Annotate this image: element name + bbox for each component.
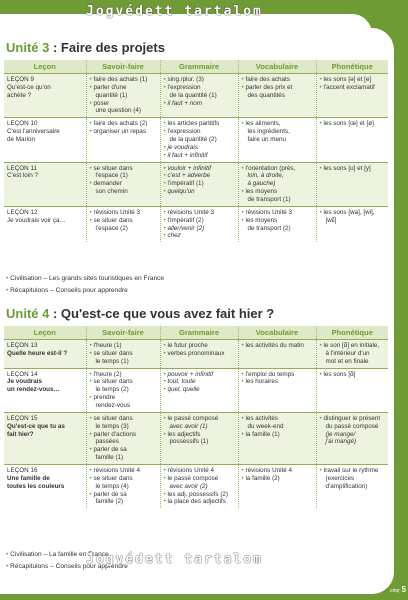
cell-line: LEÇON 11 [7, 164, 37, 172]
cell-line: • les adj. possessifs (2) [164, 491, 235, 499]
table-row [4, 74, 388, 118]
cell-line: de la quantité (1) [169, 91, 217, 99]
cell-line: faire un menu [247, 136, 287, 144]
cell-line: • les adjectifs [164, 431, 235, 439]
cell-line: passées [95, 438, 119, 446]
cell-vocabulaire [238, 412, 316, 464]
unit3-label: Unité 3 [6, 40, 50, 55]
cell-line: • l'orientation (près, [242, 165, 313, 173]
unit4-body [4, 340, 388, 509]
cell-line: à gauche) [247, 180, 276, 188]
cell-line: le temps (2) [95, 386, 129, 394]
cell-line: • sing./plur. (3) [164, 76, 235, 84]
unit3-title [6, 40, 165, 55]
unit4-label: Unité 4 [6, 306, 50, 321]
cell-line: • tout, toute [164, 378, 235, 386]
cell-grammaire [160, 74, 238, 118]
cell-line: LEÇON 14 [7, 370, 38, 378]
cell-line: • révisions Unité 4 [164, 467, 235, 475]
cell-line: famille (1) [95, 454, 124, 462]
cell-lesson [4, 412, 86, 464]
cell-line: • prendre [90, 394, 157, 402]
cell-line: Je voudrais voir ça… [7, 216, 66, 224]
unit3-footer-recap: • Récapitulons – Conseils pour apprendre [6, 287, 128, 294]
cell-line: • se situer dans [90, 475, 157, 483]
cell-line: • l'impératif (1) [164, 180, 235, 188]
cell-line: fait hier? [7, 430, 34, 438]
watermark-bottom: Jogvédett tartalom [86, 552, 263, 567]
cell-line: toutes les couleurs [7, 482, 65, 490]
cell-line: • l'accent exclamatif [320, 84, 386, 92]
cell-lesson [4, 368, 86, 412]
unit4-title [6, 306, 274, 321]
cell-line: • quelqu'un [164, 188, 235, 196]
cell-line: • révisions Unité 3 [90, 209, 157, 217]
cell-line: LEÇON 9 [7, 76, 34, 83]
cell-line: • faire des achats [242, 76, 313, 84]
cell-phonetique [316, 162, 388, 206]
cell-line: l'espace (2) [95, 224, 128, 232]
cell-line: • l'heure (2) [90, 371, 157, 379]
cell-savoir [86, 465, 160, 509]
unit3-footer-text-1: Civilisation – Les grands sites touristiques en France [10, 275, 165, 282]
cell-phonetique [316, 206, 388, 242]
cell-line: Quelle heure est-il ? [7, 349, 68, 357]
cell-line: du week-end [247, 422, 284, 430]
cell-lesson [4, 118, 86, 162]
cell-line: • quel, quelle [164, 386, 235, 394]
cell-line: loin, à droite, [247, 172, 284, 180]
header-phonetique: Phonétique [316, 326, 388, 340]
cell-phonetique [316, 412, 388, 464]
cell-line: LEÇON 15 [7, 414, 38, 422]
cell-phonetique [316, 74, 388, 118]
cell-line: un rendez-vous… [7, 386, 60, 394]
header-lecon: Leçon [4, 60, 86, 74]
cell-line: famille (2) [95, 498, 124, 506]
cell-line: • parler de sa [90, 491, 157, 499]
cell-line: • organiser un repas [90, 128, 157, 136]
cell-savoir [86, 118, 160, 162]
cell-line: avec avoir (1) [169, 422, 208, 430]
unit3-body [4, 74, 388, 243]
cell-line: • pouvoir + infinitif [164, 371, 235, 379]
cell-lesson [4, 206, 86, 242]
cell-line: • faire des achats (2) [90, 120, 157, 128]
table-row [4, 465, 388, 509]
header-grammaire: Grammaire [160, 60, 238, 74]
table-row [4, 340, 388, 369]
cell-phonetique [316, 368, 388, 412]
unit4-table [4, 326, 388, 508]
cell-vocabulaire [238, 465, 316, 509]
cell-line: • parler des prix et [242, 84, 313, 92]
cell-line: rendez-vous [95, 402, 131, 410]
cell-line: • parler d'actions [90, 431, 157, 439]
page-word: cinq [390, 588, 400, 594]
header-savoir-faire: Savoir-faire [86, 60, 160, 74]
cell-line: • je voudrais [164, 144, 235, 152]
cell-line: • le passé composé [164, 415, 235, 423]
cell-vocabulaire [238, 206, 316, 242]
unit3-table [4, 60, 388, 242]
cell-line: (je mange/ [325, 430, 356, 438]
cell-grammaire [160, 412, 238, 464]
cell-line: l'espace (1) [95, 172, 128, 180]
cell-lesson [4, 465, 86, 509]
unit3-footer-text-2: Récapitulons – Conseils pour apprendre [10, 287, 128, 294]
cell-line: • révisions Unité 4 [242, 467, 313, 475]
unit4-footer-recap: • Récapitulons – Conseils pour apprendre [6, 563, 128, 570]
cell-phonetique [316, 118, 388, 162]
cell-line: mot et en finale [325, 357, 369, 365]
unit3-title-text: : Faire des projets [52, 40, 165, 55]
cell-vocabulaire [238, 340, 316, 369]
cell-savoir [86, 412, 160, 464]
cell-grammaire [160, 368, 238, 412]
table-row [4, 368, 388, 412]
cell-line: le temps (3) [95, 422, 129, 430]
unit4-footer-civilisation: • Civilisation – La famille en France [6, 551, 109, 558]
cell-line: • les moyens [242, 217, 313, 225]
cell-grammaire [160, 340, 238, 369]
cell-line: Une famille de [7, 474, 50, 482]
cell-line: • les aliments, [242, 120, 313, 128]
cell-line: • c'est + adverbe [164, 172, 235, 180]
unit4-header-row [4, 326, 388, 340]
cell-line: • le passé composé [164, 475, 235, 483]
cell-line: son chemin [95, 188, 128, 196]
table-row [4, 162, 388, 206]
cell-line: d'amplification) [325, 482, 368, 490]
cell-line: de Marion [7, 136, 36, 144]
header-vocabulaire: Vocabulaire [238, 326, 316, 340]
cell-grammaire [160, 162, 238, 206]
cell-line: Je voudrais [7, 378, 42, 386]
cell-line: • les sons [ɑ̃] [320, 371, 386, 379]
cell-phonetique [316, 465, 388, 509]
cell-line: • les activités du matin [242, 342, 313, 350]
unit3-footer-civilisation: • Civilisation – Les grands sites touristiques en France [6, 275, 165, 282]
cell-line: • le futur proche [164, 342, 235, 350]
cell-line: • poser [90, 100, 157, 108]
cell-vocabulaire [238, 74, 316, 118]
cell-lesson [4, 340, 86, 369]
cell-line: de transport (2) [247, 224, 291, 232]
cell-line: de la quantité (2) [169, 136, 217, 144]
header-savoir-faire: Savoir-faire [86, 326, 160, 340]
cell-line: le temps (4) [95, 482, 129, 490]
cell-line: C'est loin ? [7, 172, 38, 180]
table-row [4, 206, 388, 242]
cell-grammaire [160, 465, 238, 509]
cell-line: • le son [ɑ̃] en initiale, [320, 342, 386, 350]
cell-vocabulaire [238, 162, 316, 206]
cell-line: • vouloir + infinitif [164, 165, 235, 173]
page-number-value: 5 [401, 585, 406, 594]
cell-line: • chez [164, 232, 235, 240]
cell-line: possessifs (1) [169, 438, 209, 446]
cell-grammaire [160, 206, 238, 242]
cell-savoir [86, 162, 160, 206]
cell-line: j'ai mangé) [325, 438, 357, 446]
unit4-title-text: : Qu'est-ce que vous avez fait hier ? [52, 306, 275, 321]
cell-line: • la famille (1) [242, 431, 313, 439]
cell-line: • l'expression [164, 128, 235, 136]
cell-line: • parler de sa [90, 446, 157, 454]
unit4-footer-text-1: Civilisation – La famille en France [10, 551, 109, 558]
cell-line: • l'emploi du temps [242, 371, 313, 379]
cell-line: • se situer dans [90, 217, 157, 225]
cell-vocabulaire [238, 368, 316, 412]
cell-line: • se situer dans [90, 378, 157, 386]
cell-line: le temps (1) [95, 357, 129, 365]
cell-line: • il faut + nom [164, 100, 235, 108]
cell-line: Qu'est-ce que tu as [7, 422, 65, 430]
cell-line: • révisions Unité 3 [242, 209, 313, 217]
cell-line: • verbes pronominaux [164, 350, 235, 358]
header-phonetique: Phonétique [316, 60, 388, 74]
cell-line: à l'intérieur d'un [325, 349, 370, 357]
cell-line: • les moyens [242, 188, 313, 196]
cell-vocabulaire [238, 118, 316, 162]
cell-line: (exercices [325, 474, 355, 482]
cell-line: de transport (1) [247, 196, 291, 204]
cell-line: • les sons [ə] et [e] [320, 76, 386, 84]
cell-line: • révisions Unité 3 [164, 209, 235, 217]
cell-line: • se situer dans [90, 165, 157, 173]
cell-phonetique [316, 340, 388, 369]
cell-line: • les sons [wa], [wi], [320, 209, 386, 217]
unit3-header-row [4, 60, 388, 74]
cell-line: LEÇON 10 [7, 120, 38, 128]
header-vocabulaire: Vocabulaire [238, 60, 316, 74]
cell-savoir [86, 368, 160, 412]
cell-line: LEÇON 13 [7, 342, 38, 349]
table-row [4, 118, 388, 162]
cell-line: une question (4) [95, 107, 142, 115]
cell-line: • l'heure (1) [90, 342, 157, 350]
cell-line: LEÇON 16 [7, 467, 38, 475]
cell-line: • la place des adjectifs [164, 498, 235, 506]
cell-line: • travail sur le rythme [320, 467, 386, 475]
unit4-footer-text-2: Récapitulons – Conseils pour apprendre [10, 563, 128, 570]
cell-line: • les articles partitifs [164, 120, 235, 128]
cell-line: • les activités [242, 415, 313, 423]
cell-grammaire [160, 118, 238, 162]
cell-line: • demander [90, 180, 157, 188]
cell-savoir [86, 74, 160, 118]
cell-line: avec avoir (2) [169, 482, 208, 490]
header-lecon: Leçon [4, 326, 86, 340]
page-number [390, 585, 406, 594]
cell-line: • distinguer le présent [320, 415, 386, 423]
cell-line: [wɛ̃] [325, 216, 337, 224]
cell-line: • aller/venir (2) [164, 225, 235, 233]
cell-lesson [4, 162, 86, 206]
cell-line: • les sons [u] et [y] [320, 165, 386, 173]
cell-line: • se situer dans [90, 350, 157, 358]
table-row [4, 412, 388, 464]
cell-line: quantité (1) [95, 91, 128, 99]
cell-line: • révisions Unité 4 [90, 467, 157, 475]
cell-line: • faire des achats (1) [90, 76, 157, 84]
cell-line: • se situer dans [90, 415, 157, 423]
cell-line: les ingrédients, [247, 128, 290, 136]
cell-line: • la famille (2) [242, 475, 313, 483]
cell-line: • il faut + infinitif [164, 152, 235, 160]
cell-savoir [86, 340, 160, 369]
cell-line: • parler d'une [90, 84, 157, 92]
cell-lesson [4, 74, 86, 118]
cell-line: LEÇON 12 [7, 208, 38, 216]
cell-savoir [86, 206, 160, 242]
cell-line: • les sons [œ] et [ø] [320, 120, 386, 128]
watermark-top: Jogvédett tartalom [86, 4, 263, 19]
cell-line: du passé composé [325, 422, 379, 430]
cell-line: C'est l'anniversaire [7, 128, 60, 136]
cell-line: des quantités [247, 91, 285, 99]
cell-line: Qu'est-ce qu'on [7, 83, 51, 91]
cell-line: • les horaires [242, 378, 313, 386]
cell-line: • l'impératif (2) [164, 217, 235, 225]
header-grammaire: Grammaire [160, 326, 238, 340]
cell-line: achète ? [7, 91, 32, 99]
cell-line: • l'expression [164, 84, 235, 92]
